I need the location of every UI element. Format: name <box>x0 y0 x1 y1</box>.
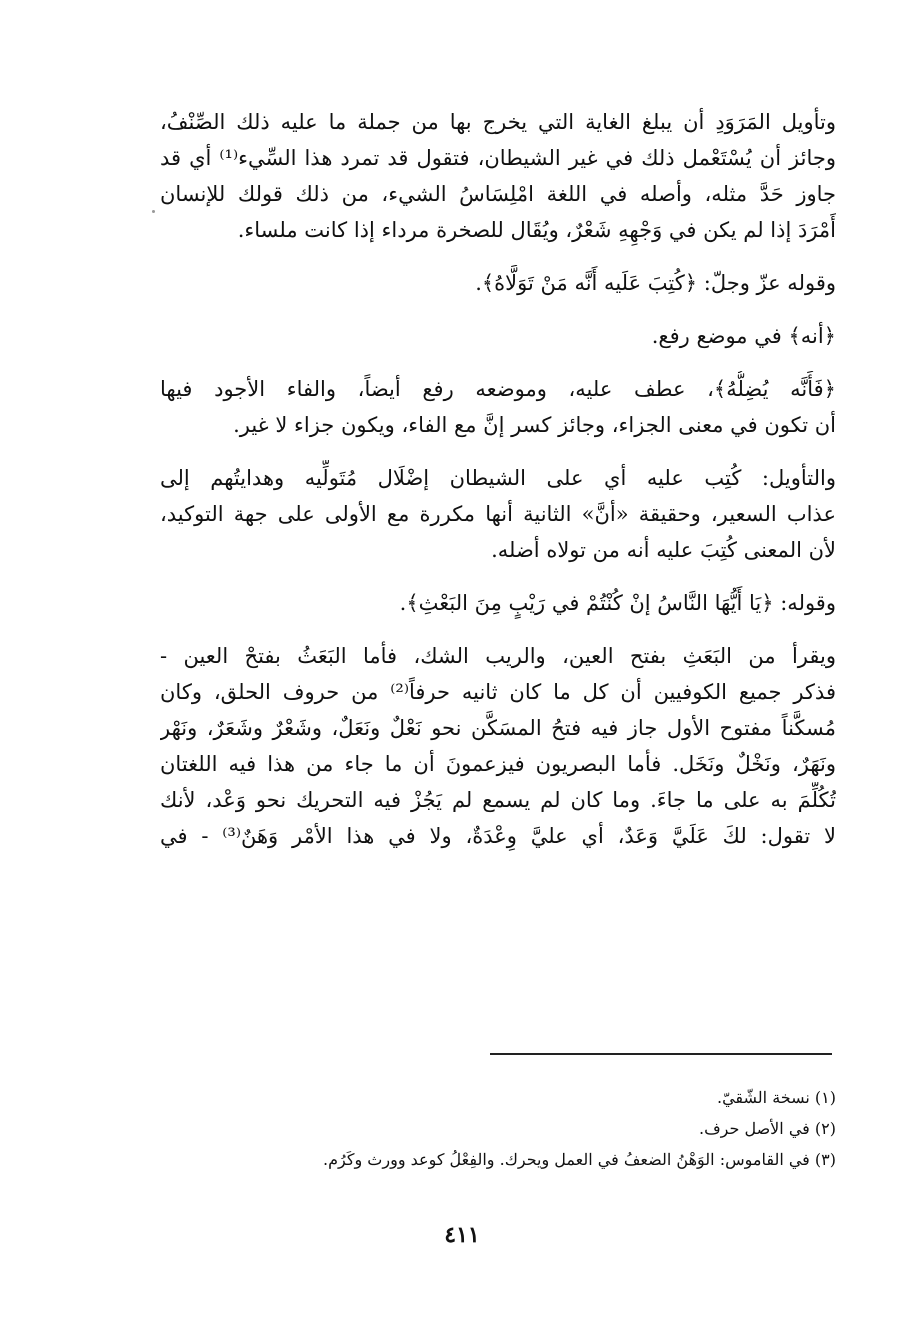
verse-citation-line: وقوله: ﴿يَا أَيُّهَا النَّاسُ إنْ كُنْتُمْ في رَيْبٍ مِنَ البَعْثِ﴾. <box>399 591 836 615</box>
text-line: عذاب السعير، وحقيقة «أنَّ» الثانية أنها مكررة مع الأولى على جهة التوكيد، <box>160 502 836 526</box>
text-line: تُكُلِّمَ به على ما جاءَ. وما كان لم يسمع لم يَجُزْ فيه التحريك نحو وَعْد، لأنك <box>160 788 836 812</box>
scan-speck <box>152 210 155 213</box>
verse-citation-line: وقوله عزّ وجلّ: ﴿كُتِبَ عَلَيه أَنَّه مَنْ تَوَلَّاهُ﴾. <box>475 271 836 295</box>
text-line: ﴿أنه﴾ في موضع رفع. <box>651 324 836 348</box>
main-text <box>160 104 836 854</box>
text-line: جاوز حَدَّ مثله، وأصله في اللغة امْلِسَاسُ الشيء، من ذلك قولك للإنسان <box>160 182 836 206</box>
text-line: فذكر جميع الكوفيين أن كل ما كان ثانيه حرفاً⁽²⁾ من حروف الحلق، وكان <box>160 680 836 704</box>
footnote-separator <box>490 1053 832 1055</box>
page-number: ٤١١ <box>444 1222 480 1248</box>
text-line: أَمْرَدَ إذا لم يكن في وَجْهِهِ شَعْرٌ، ويُقَال للصخرة مرداء إذا كانت ملساء. <box>237 218 836 242</box>
text-line: مُسكَّناً مفتوح الأول جاز فيه فتحُ المسَكَّن نحو نَعْلٌ ونَعَلٌ، وشَعْرٌ وشَعَرٌ، ونَهْر <box>160 716 836 740</box>
footnotes <box>160 1082 836 1175</box>
text-line: لا تقول: لكَ عَلَيَّ وَعَدٌ، أي عليَّ وِعْدَةٌ، ولا في هذا الأمْر وَهَنٌ⁽³⁾ - في <box>160 824 836 848</box>
text-line: لأن المعنى كُتِبَ عليه أنه من تولاه أضله. <box>491 538 836 562</box>
text-line: أن تكون في معنى الجزاء، وجائز كسر إنَّ مع الفاء، ويكون جزاء لا غير. <box>233 413 836 437</box>
text-line: ويقرأ من البَعَثِ بفتح العين، والريب الشك، فأما البَعَثُ بفتحْ العين - <box>160 644 836 668</box>
text-line: ﴿فَأَنَّه يُضِلُّهُ﴾، عطف عليه، وموضعه رفع أيضاً، والفاء الأجود فيها <box>160 377 836 401</box>
footnote: (٢) في الأصل حرف. <box>699 1119 836 1138</box>
footnote: (١) نسخة الشّقيّ. <box>717 1088 836 1107</box>
text-line: وتأويل المَرَوَدِ أن يبلغ الغاية التي يخرج بها من جملة ما عليه ذلك الصِّنْفُ، <box>160 110 836 134</box>
text-line: ونَهَرٌ، ونَخْلٌ ونَخَل. فأما البصريون فيزعمونَ أن ما جاء من هذا فيه اللغتان <box>160 752 836 776</box>
text-line: وجائز أن يُسْتَعْمل ذلك في غير الشيطان، فتقول قد تمرد هذا السِّيء⁽¹⁾ أي قد <box>160 146 836 170</box>
footnote: (٣) في القاموس: الوَهْنُ الضعفُ في العمل ويحرك. والفِعْلُ كوعد وورث وكَرُم. <box>323 1150 836 1169</box>
text-line: والتأويل: كُتِب عليه أي على الشيطان إضْلَال مُتَولِّيه وهدايتُهم إلى <box>160 466 836 490</box>
